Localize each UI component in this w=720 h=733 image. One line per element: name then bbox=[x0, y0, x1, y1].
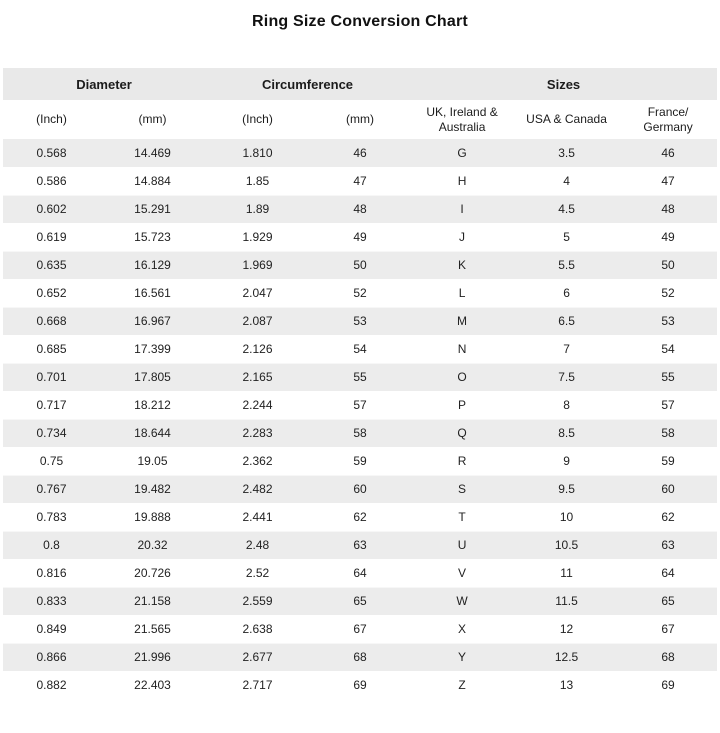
column-header-3: (mm) bbox=[310, 100, 410, 139]
table-cell: 59 bbox=[619, 447, 717, 475]
table-cell: 52 bbox=[310, 279, 410, 307]
table-cell: K bbox=[410, 251, 514, 279]
table-cell: 69 bbox=[619, 671, 717, 699]
table-cell: 1.810 bbox=[205, 139, 310, 167]
table-cell: 47 bbox=[310, 167, 410, 195]
table-cell: 0.783 bbox=[3, 503, 100, 531]
column-header-2: (Inch) bbox=[205, 100, 310, 139]
table-cell: 52 bbox=[619, 279, 717, 307]
table-cell: 1.89 bbox=[205, 195, 310, 223]
table-row bbox=[3, 475, 717, 503]
table-cell: 0.75 bbox=[3, 447, 100, 475]
column-group-sizes: Sizes bbox=[410, 68, 717, 100]
table-cell: 2.244 bbox=[205, 391, 310, 419]
table-cell: 20.726 bbox=[100, 559, 205, 587]
table-cell: W bbox=[410, 587, 514, 615]
table-cell: 2.677 bbox=[205, 643, 310, 671]
table-cell: 15.723 bbox=[100, 223, 205, 251]
table-cell: 4.5 bbox=[514, 195, 619, 223]
table-cell: 19.05 bbox=[100, 447, 205, 475]
table-cell: 16.967 bbox=[100, 307, 205, 335]
table-row bbox=[3, 531, 717, 559]
table-row bbox=[3, 223, 717, 251]
table-cell: 21.996 bbox=[100, 643, 205, 671]
table-cell: 48 bbox=[310, 195, 410, 223]
table-cell: 63 bbox=[310, 531, 410, 559]
table-cell: 0.882 bbox=[3, 671, 100, 699]
table-cell: 63 bbox=[619, 531, 717, 559]
table-cell: 4 bbox=[514, 167, 619, 195]
table-cell: 2.48 bbox=[205, 531, 310, 559]
table-cell: 60 bbox=[310, 475, 410, 503]
table-cell: 0.568 bbox=[3, 139, 100, 167]
table-cell: X bbox=[410, 615, 514, 643]
table-cell: I bbox=[410, 195, 514, 223]
table-cell: U bbox=[410, 531, 514, 559]
table-cell: 0.767 bbox=[3, 475, 100, 503]
column-header-0: (Inch) bbox=[3, 100, 100, 139]
table-cell: 62 bbox=[310, 503, 410, 531]
table-row bbox=[3, 139, 717, 167]
table-row bbox=[3, 167, 717, 195]
table-cell: 46 bbox=[619, 139, 717, 167]
table-cell: 2.52 bbox=[205, 559, 310, 587]
table-cell: 0.833 bbox=[3, 587, 100, 615]
column-header-4: UK, Ireland & Australia bbox=[410, 100, 514, 139]
table-cell: 18.644 bbox=[100, 419, 205, 447]
table-row bbox=[3, 195, 717, 223]
table-cell: 50 bbox=[310, 251, 410, 279]
table-cell: 21.565 bbox=[100, 615, 205, 643]
table-cell: R bbox=[410, 447, 514, 475]
table-cell: 58 bbox=[310, 419, 410, 447]
table-cell: 12.5 bbox=[514, 643, 619, 671]
table-cell: 6.5 bbox=[514, 307, 619, 335]
table-cell: 8 bbox=[514, 391, 619, 419]
table-cell: 14.469 bbox=[100, 139, 205, 167]
table-cell: Q bbox=[410, 419, 514, 447]
table-row bbox=[3, 587, 717, 615]
table-cell: 47 bbox=[619, 167, 717, 195]
table-cell: 10 bbox=[514, 503, 619, 531]
column-header-1: (mm) bbox=[100, 100, 205, 139]
table-cell: 48 bbox=[619, 195, 717, 223]
table-cell: 2.047 bbox=[205, 279, 310, 307]
table-cell: V bbox=[410, 559, 514, 587]
table-cell: 65 bbox=[310, 587, 410, 615]
table-cell: 11.5 bbox=[514, 587, 619, 615]
table-cell: 2.441 bbox=[205, 503, 310, 531]
table-cell: 1.969 bbox=[205, 251, 310, 279]
table-cell: 62 bbox=[619, 503, 717, 531]
table-row bbox=[3, 615, 717, 643]
table-cell: 16.561 bbox=[100, 279, 205, 307]
table-cell: 11 bbox=[514, 559, 619, 587]
table-cell: 10.5 bbox=[514, 531, 619, 559]
column-header-5: USA & Canada bbox=[514, 100, 619, 139]
column-group-circumference: Circumference bbox=[205, 68, 410, 100]
table-row bbox=[3, 279, 717, 307]
table-cell: 67 bbox=[310, 615, 410, 643]
table-row bbox=[3, 251, 717, 279]
table-cell: 0.602 bbox=[3, 195, 100, 223]
column-group-header-row bbox=[3, 68, 717, 100]
table-cell: 46 bbox=[310, 139, 410, 167]
table-cell: 2.362 bbox=[205, 447, 310, 475]
table-cell: 50 bbox=[619, 251, 717, 279]
table-cell: 59 bbox=[310, 447, 410, 475]
table-row bbox=[3, 559, 717, 587]
table-cell: 15.291 bbox=[100, 195, 205, 223]
table-cell: 2.126 bbox=[205, 335, 310, 363]
table-row bbox=[3, 503, 717, 531]
table-cell: 2.482 bbox=[205, 475, 310, 503]
table-cell: 2.283 bbox=[205, 419, 310, 447]
table-cell: 16.129 bbox=[100, 251, 205, 279]
table-cell: 20.32 bbox=[100, 531, 205, 559]
table-cell: 2.559 bbox=[205, 587, 310, 615]
table-cell: 0.635 bbox=[3, 251, 100, 279]
table-cell: G bbox=[410, 139, 514, 167]
table-cell: 0.734 bbox=[3, 419, 100, 447]
table-cell: 0.701 bbox=[3, 363, 100, 391]
table-row bbox=[3, 363, 717, 391]
table-cell: 64 bbox=[310, 559, 410, 587]
table-cell: 0.652 bbox=[3, 279, 100, 307]
table-cell: 67 bbox=[619, 615, 717, 643]
table-cell: 64 bbox=[619, 559, 717, 587]
table-cell: 0.8 bbox=[3, 531, 100, 559]
table-cell: 5 bbox=[514, 223, 619, 251]
table-cell: H bbox=[410, 167, 514, 195]
table-row bbox=[3, 671, 717, 699]
table-cell: 60 bbox=[619, 475, 717, 503]
table-cell: 54 bbox=[310, 335, 410, 363]
page-title: Ring Size Conversion Chart bbox=[252, 13, 468, 30]
table-body bbox=[3, 139, 717, 699]
column-header-row bbox=[3, 100, 717, 139]
table-cell: 68 bbox=[619, 643, 717, 671]
table-cell: 9.5 bbox=[514, 475, 619, 503]
table-cell: T bbox=[410, 503, 514, 531]
table-cell: 17.805 bbox=[100, 363, 205, 391]
table-cell: 2.638 bbox=[205, 615, 310, 643]
table-row bbox=[3, 307, 717, 335]
table-cell: 7.5 bbox=[514, 363, 619, 391]
table-cell: 55 bbox=[310, 363, 410, 391]
table-cell: 5.5 bbox=[514, 251, 619, 279]
table-cell: 13 bbox=[514, 671, 619, 699]
table-row bbox=[3, 643, 717, 671]
table-cell: S bbox=[410, 475, 514, 503]
table-cell: 0.849 bbox=[3, 615, 100, 643]
table-cell: 22.403 bbox=[100, 671, 205, 699]
table-cell: 19.888 bbox=[100, 503, 205, 531]
table-cell: 54 bbox=[619, 335, 717, 363]
ring-size-conversion-table bbox=[3, 68, 717, 700]
table-cell: 0.668 bbox=[3, 307, 100, 335]
table-cell: 14.884 bbox=[100, 167, 205, 195]
table-cell: P bbox=[410, 391, 514, 419]
table-cell: 53 bbox=[619, 307, 717, 335]
table-cell: 19.482 bbox=[100, 475, 205, 503]
table-cell: 49 bbox=[619, 223, 717, 251]
table-cell: 53 bbox=[310, 307, 410, 335]
table-cell: 17.399 bbox=[100, 335, 205, 363]
table-cell: 1.929 bbox=[205, 223, 310, 251]
table-cell: M bbox=[410, 307, 514, 335]
table-cell: 0.717 bbox=[3, 391, 100, 419]
table-row bbox=[3, 447, 717, 475]
table-cell: 0.586 bbox=[3, 167, 100, 195]
table-cell: 2.717 bbox=[205, 671, 310, 699]
table-cell: 18.212 bbox=[100, 391, 205, 419]
table-cell: 68 bbox=[310, 643, 410, 671]
table-cell: 12 bbox=[514, 615, 619, 643]
table-cell: 0.685 bbox=[3, 335, 100, 363]
table-cell: 7 bbox=[514, 335, 619, 363]
table-cell: 58 bbox=[619, 419, 717, 447]
table-cell: 69 bbox=[310, 671, 410, 699]
table-cell: 55 bbox=[619, 363, 717, 391]
table-row bbox=[3, 419, 717, 447]
table-cell: 0.866 bbox=[3, 643, 100, 671]
table-cell: 21.158 bbox=[100, 587, 205, 615]
table-cell: 2.087 bbox=[205, 307, 310, 335]
table-row bbox=[3, 335, 717, 363]
table-cell: N bbox=[410, 335, 514, 363]
table-cell: 8.5 bbox=[514, 419, 619, 447]
column-group-diameter: Diameter bbox=[3, 68, 205, 100]
table-cell: 2.165 bbox=[205, 363, 310, 391]
table-cell: 3.5 bbox=[514, 139, 619, 167]
table-cell: L bbox=[410, 279, 514, 307]
table-cell: 6 bbox=[514, 279, 619, 307]
table-cell: O bbox=[410, 363, 514, 391]
table-cell: Z bbox=[410, 671, 514, 699]
table-cell: 0.816 bbox=[3, 559, 100, 587]
table-cell: Y bbox=[410, 643, 514, 671]
table-cell: 49 bbox=[310, 223, 410, 251]
table-row bbox=[3, 391, 717, 419]
table-cell: 65 bbox=[619, 587, 717, 615]
table-cell: 57 bbox=[619, 391, 717, 419]
table-cell: 57 bbox=[310, 391, 410, 419]
table-cell: 0.619 bbox=[3, 223, 100, 251]
table-cell: 9 bbox=[514, 447, 619, 475]
table-cell: 1.85 bbox=[205, 167, 310, 195]
table-cell: J bbox=[410, 223, 514, 251]
column-header-6: France/ Germany bbox=[619, 100, 717, 139]
